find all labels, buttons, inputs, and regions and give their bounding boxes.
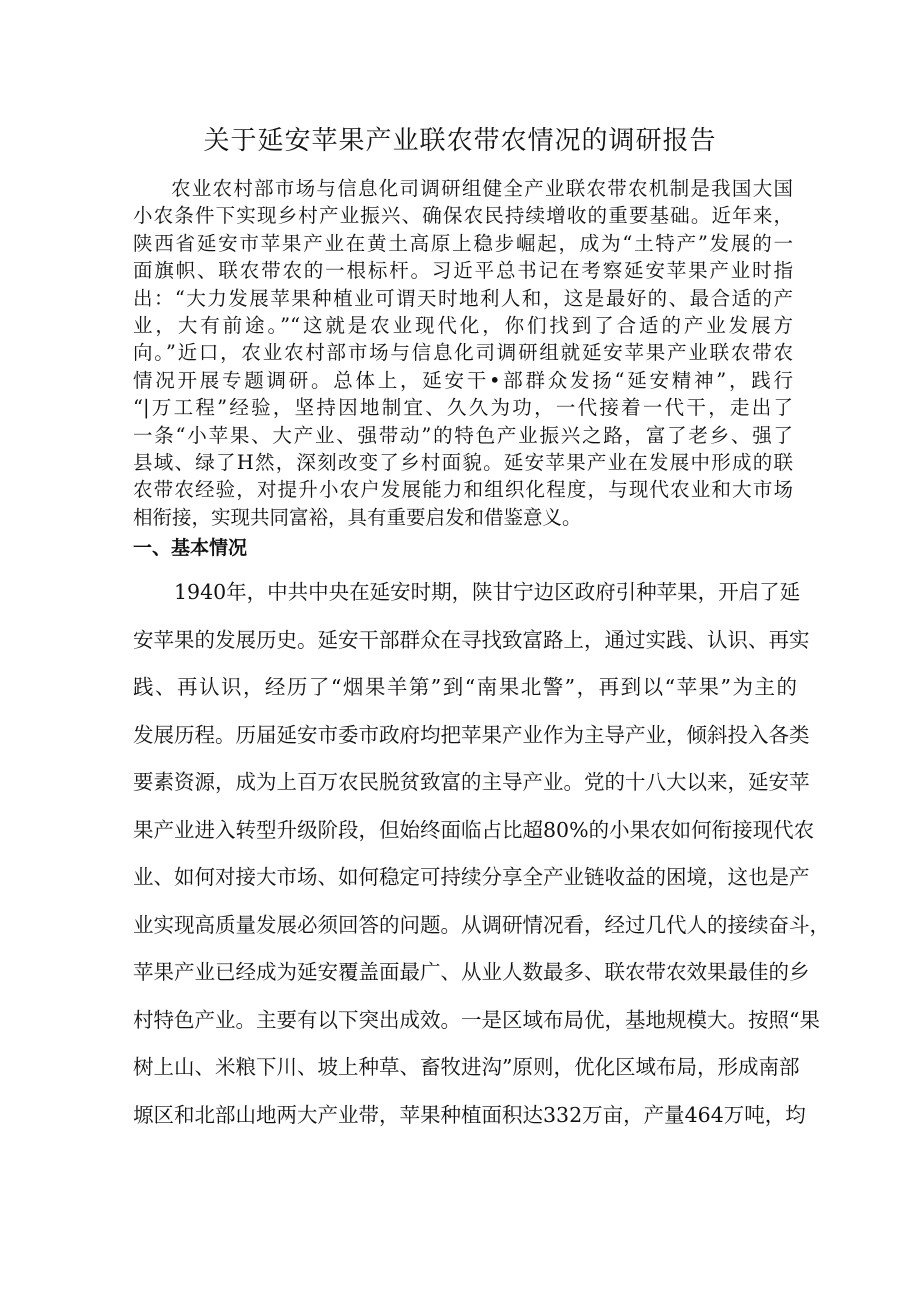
text-line: 农业农村部市场与信息化司调研组健全产业联农带农机制是我国大国: [171, 177, 793, 200]
text-line: 业实现高质量发展必须回答的问题。从调研情况看，经过几代人的接续奋斗，: [133, 912, 830, 937]
text-line: 相衔接，实现共同富裕，具有重要启发和借鉴意义。: [133, 505, 582, 529]
text-line: 向。”近口，农业农村部市场与信息化司调研组就延安苹果产业联农带农: [133, 341, 793, 365]
section-heading: 一、基本情况: [133, 537, 248, 559]
text-line: 面旗帜、联农带农的一根标杆。习近平总书记在考察延安苹果产业时指: [133, 259, 793, 283]
text-line: 塬区和北部山地两大产业带，苹果种植面积达332万亩，产量464万吨，均: [133, 1102, 806, 1127]
text-line: 业、如何对接大市场、如何稳定可持续分享全产业链收益的困境，这也是产: [133, 865, 810, 889]
body-paragraph: [133, 576, 830, 1146]
text-line: 业，大有前途。”“这就是农业现代化，你们找到了合适的产业发展方: [133, 313, 793, 337]
text-line: 出：“大力发展苹果种植业可谓天时地利人和，这是最好的、最合适的产: [133, 286, 793, 310]
text-line: 践、再认识，经历了“烟果羊第”到“南果北警”，再到以“苹果”为主的: [133, 675, 797, 699]
text-line: 县域、绿了H然，深刻改变了乡村面貌。延安苹果产业在发展中形成的联: [133, 450, 793, 474]
text-line: 果产业进入转型升级阶段，但始终面临占比超80%的小果农如何衔接现代农: [133, 817, 815, 842]
text-line: 小农条件下实现乡村产业振兴、确保农民持续增收的重要基础。近年来，: [133, 204, 793, 228]
intro-paragraph: [133, 175, 793, 531]
text-line: 情况开展专题调研。总体上，延安干•部群众发扬“延安精神”，践行: [133, 368, 793, 392]
text-line: 1940年，中共中央在延安时期，陕甘宁边区政府引种苹果，开启了延: [174, 580, 801, 604]
text-line: 发展历程。历届延安市委市政府均把苹果产业作为主导产业，倾斜投入各类: [133, 722, 810, 747]
text-line: 苹果产业已经成为延安覆盖面最广、从业人数最多、联农带农效果最佳的乡: [133, 960, 810, 984]
text-line: 村特色产业。主要有以下突出成效。一是区域布局优，基地规模大。按照“果: [133, 1007, 820, 1032]
text-line: “|万工程”经验，坚持因地制宜、久久为功，一代接着一代干，走出了: [133, 396, 793, 420]
text-line: 农带农经验，对提升小农户发展能力和组织化程度，与现代农业和大市场: [133, 478, 793, 502]
text-line: 安苹果的发展历史。延安干部群众在寻找致富路上，通过实践、认识、再实: [133, 627, 810, 652]
text-line: 树上山、米粮下川、坡上种草、畜牧进沟”原则，优化区域布局，形成南部: [133, 1055, 800, 1079]
document-title: 关于延安苹果产业联农带农情况的调研报告: [203, 126, 717, 156]
text-line: 要素资源，成为上百万农民脱贫致富的主导产业。党的十八大以来，延安苹: [133, 770, 810, 794]
text-line: 陕西省延安市苹果产业在黄土高原上稳步崛起，成为“土特产”发展的一: [133, 231, 793, 255]
text-line: 一条“小苹果、大产业、强带动”的特色产业振兴之路，富了老乡、强了: [133, 423, 793, 447]
